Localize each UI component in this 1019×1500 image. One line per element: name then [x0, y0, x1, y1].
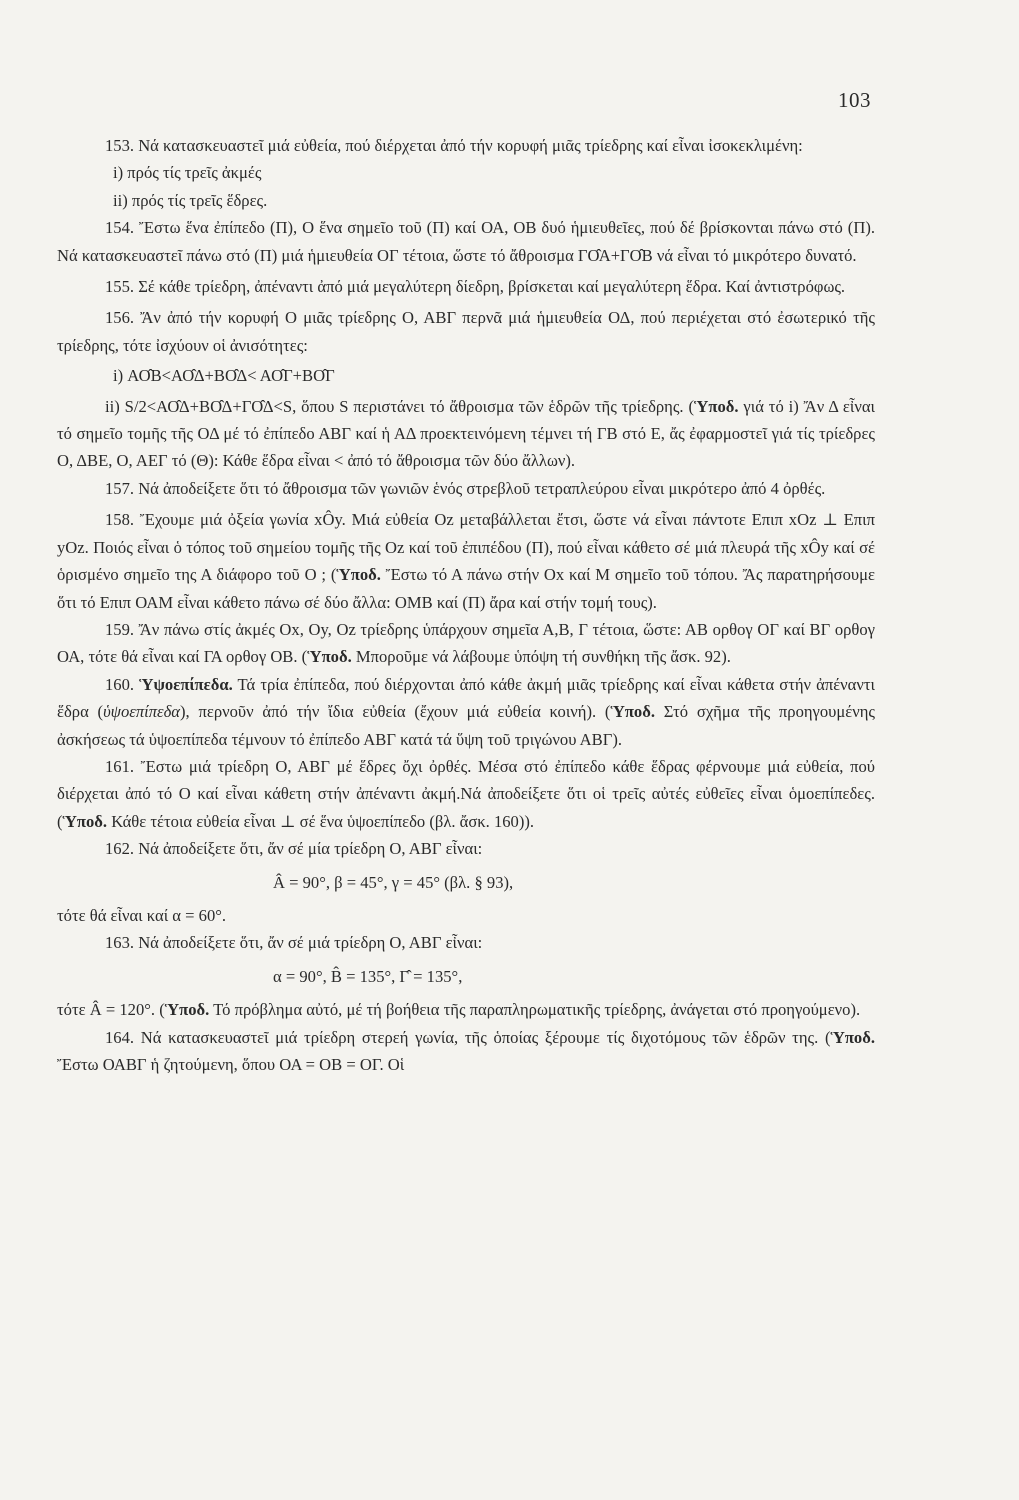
text: ii) S/2<ΑΟ̂Δ+ΒΟ̂Δ+ΓΟ̂Δ<S, ὅπου S περιστάνει τό ἄθροισμα τῶν ἑδρῶν τῆς τρίεδρης. (	[105, 396, 694, 416]
exercise-157: 157. Νά ἀποδείξετε ὅτι τό ἄθροισμα τῶν γωνιῶν ἑνός στρεβλοῦ τετραπλεύρου εἶναι μικρότερο ἀπό 4 ὀρθές.	[105, 478, 826, 498]
text: Ἔστω ΟΑΒΓ ἡ ζητούμενη, ὅπου ΟΑ = ΟΒ = ΟΓ. Οἱ	[57, 1055, 405, 1074]
exercise-162-equation: Â = 90°, β = 45°, γ = 45° (βλ. § 93),	[273, 872, 514, 892]
text: 161. Ἔστω μιά τρίεδρη Ο, ΑΒΓ μέ ἕδρες ὄχι ὀρθές. Μέσα στό ἐπίπεδο κάθε ἕδρας φέρνουμε μιά εὐθεία, πού διέρχεται ἀπό τό Ο καί εἶναι κάθετη στήν ἀπέναντι ἀκμή.Νά ἀποδείξετε ὅτι οἱ τρεῖς αὐτές εὐθεῖες εἶναι ὁμοεπίπεδες. (	[57, 756, 875, 831]
exercise-153: 153. Νά κατασκευαστεῖ μιά εὐθεία, πού διέρχεται ἀπό τήν κορυφή μιᾶς τρίεδρης καί εἶναι ἰσοκεκλιμένη:	[105, 136, 803, 155]
exercise-159	[57, 616, 875, 671]
text: Κάθε τέτοια εὐθεία εἶναι ⊥ σέ ἕνα ὑψοεπίπεδο (βλ. ἄσκ. 160)).	[107, 811, 535, 831]
text: Στό σχῆμα τῆς προηγουμένης ἀσκήσεως τά ὑψοεπίπεδα τέμνουν τό ἐπίπεδο ΑΒΓ κατά τά ὕψη τοῦ τριγώνου ΑΒΓ).	[57, 702, 876, 749]
exercise-164	[57, 1024, 875, 1079]
page-body	[57, 132, 875, 1078]
exercise-153-item-ii: ii) πρός τίς τρεῖς ἕδρες.	[113, 190, 268, 210]
exercise-162: 162. Νά ἀποδείξετε ὅτι, ἄν σέ μία τρίεδρη Ο, ΑΒΓ εἶναι:	[105, 839, 483, 859]
exercise-161	[57, 753, 875, 835]
exercise-163: 163. Νά ἀποδείξετε ὅτι, ἄν σέ μιά τρίεδρη Ο, ΑΒΓ εἶναι:	[105, 933, 483, 953]
text: Τό πρόβλημα αὐτό, μέ τή βοήθεια τῆς παραπληρωματικῆς τρίεδρης, ἀνάγεται στό προηγούμενο).	[209, 1000, 861, 1020]
exercise-156: 156. Ἄν ἀπό τήν κορυφή Ο μιᾶς τρίεδρης Ο, ΑΒΓ περνᾶ μιά ἡμιευθεία ΟΔ, πού περιέχεται στό ἐσωτερικό τῆς τρίεδρης, τότε ἰσχύουν οἱ ἀνισότητες:	[57, 308, 875, 355]
exercise-162-conclusion: τότε θά εἶναι καί α = 60°.	[57, 905, 227, 925]
text: γιά τό i) Ἄν Δ εἶναι τό σημεῖο τομῆς τῆς ΟΔ μέ τό ἐπίπεδο ΑΒΓ καί ἡ ΑΔ προεκτεινόμενη τέμνει τή ΓΒ στό Ε, ἄς ἐφαρμοστεῖ γιά τίς τρίεδρες Ο, ΔΒΕ, Ο, ΑΕΓ τό (Θ): Κάθε ἕδρα εἶναι < ἀπό τό ἄθροισμα τῶν δύο ἄλλων).	[57, 396, 875, 471]
exercise-153-item-i: i) πρός τίς τρεῖς ἀκμές	[113, 163, 262, 183]
text: 159. Ἄν πάνω στίς ἀκμές Οx, Οy, Οz τρίεδρης ὑπάρχουν σημεῖα Α,Β, Γ τέτοια, ὥστε: ΑΒ ορθογ ΟΓ καί ΒΓ ορθογ ΟΑ, τότε θά εἶναι καί ΓΑ ορθογ ΟΒ. (	[57, 619, 875, 667]
text: 160.	[105, 674, 140, 694]
hint-label: Ὑποδ.	[307, 647, 352, 667]
exercise-163-conclusion	[57, 996, 875, 1023]
hint-label: Ὑποδ.	[62, 811, 108, 831]
text: 164. Νά κατασκευαστεῖ μιά τρίεδρη στερεή γωνία, τῆς ὁποίας ξέρουμε τίς διχοτόμους τῶν ἑδρῶν της. (	[105, 1027, 831, 1047]
italic-term: ὑψοεπίπεδα	[103, 702, 181, 722]
hint-label: Ὑποδ.	[164, 1000, 210, 1020]
text: Μποροῦμε νά λάβουμε ὑπόψη τή συνθήκη τῆς ἄσκ. 92).	[351, 647, 731, 667]
exercise-156-item-ii	[57, 393, 875, 475]
exercise-160	[57, 671, 875, 753]
exercise-163-equation: α = 90°, B̂ = 135°, Γ̂ = 135°,	[273, 966, 463, 986]
exercise-156-item-i: i) ΑΟ̂Β<ΑΟ̂Δ+ΒΟ̂Δ< ΑΟ̂Γ+ΒΟ̂Γ	[113, 366, 335, 386]
section-title: Ὑψοεπίπεδα.	[139, 674, 233, 694]
text: τότε Â = 120°. (	[57, 1000, 165, 1020]
text: ), περνοῦν ἀπό τήν ἴδια εὐθεία (ἔχουν μιά εὐθεία κοινή). (	[180, 702, 611, 722]
text: Ἔστω τό Α πάνω στήν Οx καί Μ σημεῖο τοῦ τόπου. Ἄς παρατηρήσουμε ὅτι τό Επιπ ΟΑΜ εἶναι κάθετο πάνω σέ δύο ἄλλα: ΟΜΒ καί (Π) ἄρα καί στήν τομή τους).	[57, 565, 875, 612]
exercise-154: 154. Ἔστω ἕνα ἐπίπεδο (Π), Ο ἕνα σημεῖο τοῦ (Π) καί ΟΑ, ΟΒ δυό ἡμιευθεῖες, πού δέ βρίσκονται πάνω στό (Π). Νά κατασκευαστεῖ πάνω στό (Π) μιά ἡμιευθεία ΟΓ τέτοια, ὥστε τό ἄθροισμα ΓΟ̂Α+ΓΟ̂Β νά εἶναι τό μικρότερο δυνατό.	[57, 218, 875, 265]
text: 158. Ἔχουμε μιά ὀξεία γωνία xÔy. Μιά εὐθεία Οz μεταβάλλεται ἔτσι, ὥστε νά εἶναι πάντοτε Επιπ xΟz ⊥ Επιπ yΟz. Ποιός εἶναι ὁ τόπος τοῦ σημείου τομῆς τῆς Οz καί τοῦ ἐπιπέδου (Π), πού εἶναι κάθετο σέ μιά πλευρά τῆς xÔy καί σέ ὁρισμένο σημεῖο της Α διάφορο τοῦ Ο ; (	[57, 510, 875, 585]
page-number: 103	[838, 88, 871, 112]
exercise-158	[57, 506, 875, 616]
exercise-155: 155. Σέ κάθε τρίεδρη, ἀπέναντι ἀπό μιά μεγαλύτερη δίεδρη, βρίσκεται καί μεγαλύτερη ἕδρα. Καί ἀντιστρόφως.	[105, 277, 846, 297]
hint-label: Ὑποδ.	[830, 1027, 875, 1047]
hint-label: Ὑποδ.	[693, 396, 739, 416]
text: Τά τρία ἐπίπεδα, πού διέρχονται ἀπό κάθε ἀκμή μιᾶς τρίεδρης καί εἶναι κάθετα στήν ἀπέναντι ἕδρα (	[57, 674, 876, 722]
hint-label: Ὑποδ.	[336, 565, 381, 585]
hint-label: Ὑποδ.	[610, 702, 655, 722]
